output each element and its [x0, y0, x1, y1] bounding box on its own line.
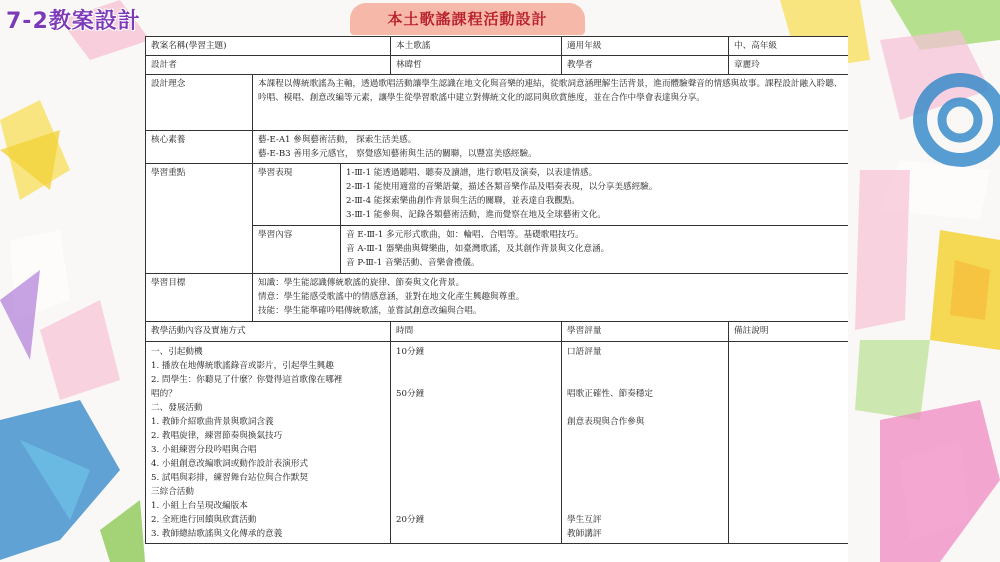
activity-line: 二、發展活動: [151, 403, 203, 413]
row-lesson-name: [146, 37, 849, 56]
activity-line: 2. 教唱旋律，練習節奏與換氣技巧: [151, 431, 283, 441]
activity-time: [391, 342, 562, 544]
activity-header-content: 教學活動內容及實施方式: [146, 322, 391, 342]
assessment-value: 教師講評: [567, 529, 602, 539]
core-item: 藝-E-A1 參與藝術活動， 探索生活美感。: [258, 135, 417, 145]
assessment-value: 創意表現與合作參與: [567, 417, 645, 427]
activity-line: 一、引起動機: [151, 347, 203, 357]
grade-label: 適用年級: [562, 37, 729, 56]
assessment-value: 唱歌正確性、節奏穩定: [567, 389, 653, 399]
designer-value: 林暐哲: [391, 56, 562, 75]
designer-label: 設計者: [146, 56, 391, 75]
activity-line: 1. 小組上台呈現改編版本: [151, 501, 248, 511]
activity-content: [146, 342, 391, 544]
goal-item: 技能：學生能準確吟唱傳統歌謠，並嘗試創意改編與合唱。: [258, 306, 482, 316]
content-item: 音 E-Ⅲ-1 多元形式歌曲，如：輪唱、合唱等。基礎歌唱技巧。: [346, 230, 584, 240]
row-goals: [146, 274, 849, 322]
row-focus-performance: [146, 164, 849, 226]
banner-title: 本土歌謠課程活動設計: [350, 3, 585, 35]
core-items: [253, 131, 849, 164]
activity-line: 4. 小組創意改編歌詞或動作設計表演形式: [151, 459, 309, 469]
activity-line: 3. 小組練習分段吟唱與合唱: [151, 445, 257, 455]
assessment-value: 口語評量: [567, 347, 602, 357]
grade-value: 中、高年級: [729, 37, 848, 56]
lesson-name-value: 本土歌謠: [391, 37, 562, 56]
focus-label: 學習重點: [146, 164, 253, 274]
teacher-value: 章麗玲: [729, 56, 848, 75]
time-value: 20分鐘: [396, 515, 425, 525]
performance-item: 2-Ⅲ-4 能探索樂曲創作背景與生活的關聯，並表達自我觀點。: [346, 196, 581, 206]
activity-header-notes: 備註說明: [729, 322, 848, 342]
slide-title: 7-2教案設計: [6, 9, 141, 34]
activity-line: 3. 教師總結歌謠與文化傳承的意義: [151, 529, 283, 539]
goal-item: 情意：學生能感受歌謠中的情感意涵，並對在地文化產生興趣與尊重。: [258, 292, 525, 302]
performance-item: 2-Ⅲ-1 能使用適當的音樂語彙，描述各類音樂作品及唱奏表現，以分享美感經驗。: [346, 182, 658, 192]
activity-assessment: [562, 342, 729, 544]
concept-paragraph: 本課程以傳統歌謠為主軸，透過歌唱活動讓學生認識在地文化與音樂的連結，從歌詞意涵理解生活背景，進而體驗聲音的情感與故事。課程設計融入聆聽、吟唱、模唱、創意改編等元素，讓學生從學習歌謠中建立對傳統文化的認同與欣賞態度，並在合作中學會表達與分享。: [258, 79, 843, 103]
activity-line: 1. 教師介紹歌曲背景與歌詞含義: [151, 417, 274, 427]
row-designer: [146, 56, 849, 75]
performance-items: [341, 164, 849, 226]
activity-header-time: 時間: [391, 322, 562, 342]
concept-text: [253, 75, 849, 131]
performance-item: 1-Ⅲ-1 能透過聽唱、聽奏及讀譜，進行歌唱及演奏，以表達情感。: [346, 168, 598, 178]
goals-items: [253, 274, 849, 322]
row-activities: [146, 342, 849, 544]
row-activity-header: [146, 322, 849, 342]
time-value: 50分鐘: [396, 389, 425, 399]
teacher-label: 教學者: [562, 56, 729, 75]
performance-item: 3-Ⅲ-1 能參與、記錄各類藝術活動，進而覺察在地及全球藝術文化。: [346, 210, 606, 220]
core-item: 藝-E-B3 善用多元感官， 察覺感知藝術與生活的關聯，以豐富美感經驗。: [258, 149, 537, 159]
row-concept: [146, 75, 849, 131]
activity-line: 三綜合活動: [151, 487, 194, 497]
core-label: 核心素養: [146, 131, 253, 164]
content-item: 音 A-Ⅲ-1 器樂曲與聲樂曲，如臺灣歌謠，及其創作背景與文化意涵。: [346, 244, 610, 254]
activity-header-assessment: 學習評量: [562, 322, 729, 342]
brush-strokes-left: [0, 0, 150, 562]
content-item: 音 P-Ⅲ-1 音樂活動、音樂會禮儀。: [346, 258, 480, 268]
content-label: 學習內容: [253, 226, 341, 274]
content-items: [341, 226, 849, 274]
activity-line: 2. 全班進行回饋與欣賞活動: [151, 515, 257, 525]
goals-label: 學習目標: [146, 274, 253, 322]
assessment-value: 學生互評: [567, 515, 602, 525]
activity-line: 2. 問學生：你聽見了什麼？你覺得這首歌像在哪裡: [151, 375, 343, 385]
activity-line: 5. 試唱與彩排，練習舞台站位與合作默契: [151, 473, 309, 483]
lesson-plan-sheet: [145, 36, 848, 562]
time-value: 10分鐘: [396, 347, 425, 357]
concept-label: 設計理念: [146, 75, 253, 131]
lesson-plan-table: [145, 36, 848, 544]
goal-item: 知識：學生能認識傳統歌謠的旋律、節奏與文化背景。: [258, 278, 465, 288]
activity-line: 唱的？: [151, 389, 177, 399]
performance-label: 學習表現: [253, 164, 341, 226]
activity-line: 1. 播放在地傳統歌謠錄音或影片，引起學生興趣: [151, 361, 334, 371]
activity-notes: [729, 342, 848, 544]
lesson-name-label: 教案名稱(學習主題): [146, 37, 391, 56]
row-core: [146, 131, 849, 164]
